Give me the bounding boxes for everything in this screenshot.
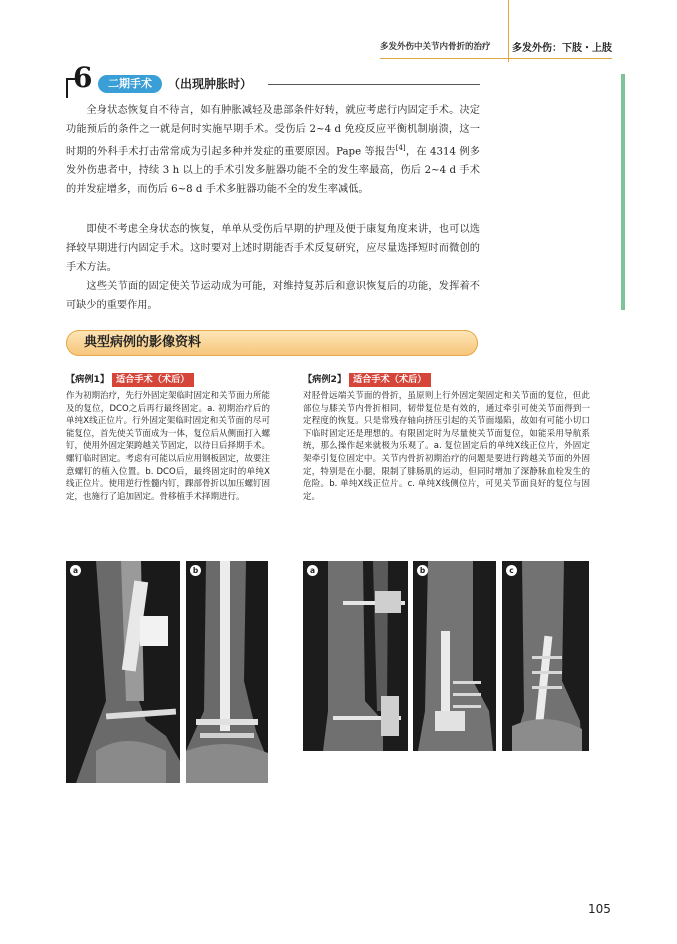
case-1-label: 【病例1】 bbox=[66, 374, 110, 385]
xray-case1-b bbox=[186, 561, 268, 783]
section-number: 6 bbox=[73, 61, 93, 94]
xray-case1-a bbox=[66, 561, 180, 783]
paragraph-3: 这些关节面的固定使关节运动成为可能，对维持复苏后和意识恢复后的功能，发挥着不可缺少的重要作用。 bbox=[66, 281, 480, 311]
side-accent-bar bbox=[621, 74, 625, 310]
case-2-text: 对胫骨远端关节面的骨折，虽原则上行外固定架固定和关节面的复位，但此部位与膝关节内骨折相同，韧带复位是有效的，通过牵引可使关节面得到一定程度的恢复。只是常残存轴向挤压引起的关节面塌陷，故如有可能小切口下临时固定还是理想的。有限固定时为尽量使关节面复位，如能采用导航系统，那么操作起来就极为乐观了。a. 复位固定后的单纯X线正位片，外固定架牵引复位固定中。关节内骨折初期治疗的问题是要进行跨越关节面的外固定，特别是在小腿，限制了腓肠肌的运动，但同时增加了深静脉血栓发生的危险。b. 单纯X线正位片。c. 单纯X线侧位片，可见关节面良好的复位与固定。 bbox=[303, 391, 590, 502]
image-label-a: a bbox=[307, 565, 318, 576]
xray-case2-c bbox=[502, 561, 589, 751]
header-divider bbox=[508, 0, 509, 62]
paragraph-2: 即使不考虑全身状态的恢复，单单从受伤后早期的护理及便于康复角度来讲，也可以选择较早期进行内固定手术。这时要对上述时期能否手术反复研究，应尽量选择短时而微创的手术方法。 bbox=[66, 224, 480, 273]
page-number: 105 bbox=[588, 902, 611, 916]
image-label-b: b bbox=[190, 565, 201, 576]
section-pill: 二期手术 bbox=[98, 75, 162, 93]
running-title: 多发外伤中关节内骨折的治疗 bbox=[380, 42, 491, 52]
section-subtitle: （出现肿胀时） bbox=[168, 77, 253, 91]
paragraph-1: 全身状态恢复自不待言，如有肿胀减轻及患部条件好转，就应考虑行内固定手术。决定功能预后的条件之一就是何时实施早期手术。受伤后 2~4 d 免疫反应平衡机制崩溃，这一时期的外科手术打击常常成为引起多种并发症的重要原因。Pape 等报告[4]，在 4314 例多发外伤患者中，持续 3 h 以上的手术引发多脏器功能不全的发生率最高，伤后 2~4 d 手术的并发症增多，而伤后 6~8 d 手术多脏器功能不全的发生率减低。 bbox=[66, 105, 480, 196]
section-rule bbox=[268, 84, 480, 85]
case-1-text: 作为初期治疗，先行外固定架临时固定和关节面力所能及的复位，DCO之后再行最终固定。a. 初期治疗后的单纯X线正位片。行外固定架临时固定和关节面的尽可能复位，首先使关节面成为一体，复位后从侧面打入螺钉，使用外固定架跨越关节固定，以待日后择期手术。螺钉临时固定。考虑有可能以后应用钢板固定，故要注意螺钉的植入位置。b. DCO后，最终固定时的单纯X线正位片。使用逆行性髓内钉，踝部骨折以加压螺钉固定，也施行了追加固定。骨移植手术择期进行。 bbox=[66, 391, 271, 502]
xray-case2-b bbox=[413, 561, 496, 751]
image-label-a: a bbox=[70, 565, 81, 576]
header-rule bbox=[380, 58, 612, 59]
case-2-label: 【病例2】 bbox=[303, 374, 347, 385]
citation-ref: [4] bbox=[395, 144, 406, 152]
section-label: 多发外伤：下肢・上肢 bbox=[512, 43, 612, 54]
case-1-tag: 适合手术（术后） bbox=[112, 373, 194, 387]
case-2-tag: 适合手术（术后） bbox=[349, 373, 431, 387]
image-label-c: c bbox=[506, 565, 517, 576]
image-label-b: b bbox=[417, 565, 428, 576]
xray-case2-a bbox=[303, 561, 408, 751]
banner-title: 典型病例的影像资料 bbox=[84, 335, 202, 350]
